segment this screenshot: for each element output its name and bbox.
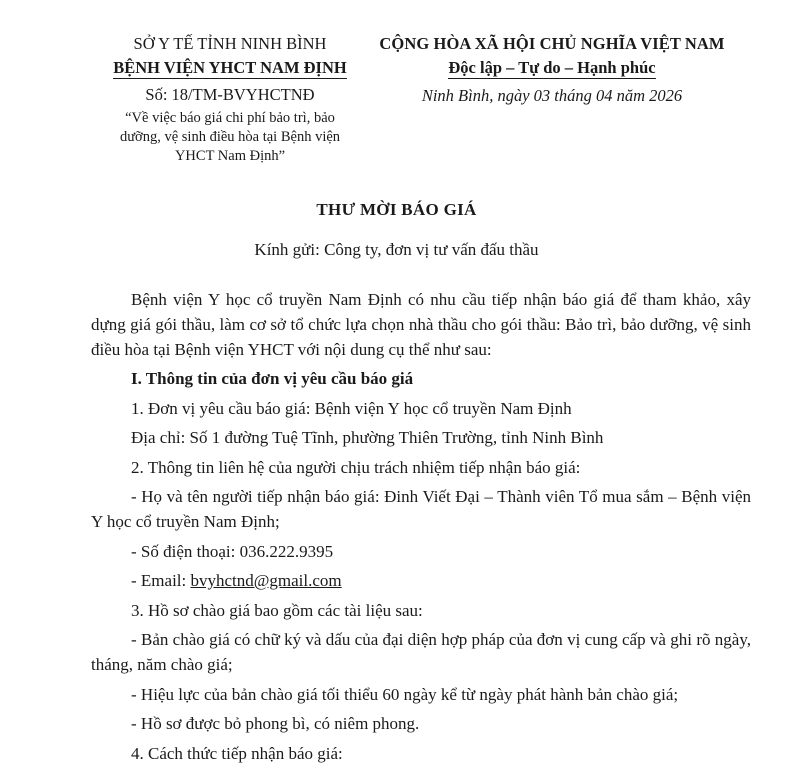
contact-phone: - Số điện thoại: 036.222.9395: [131, 541, 334, 561]
section-heading: I. Thông tin của đơn vị yêu cầu báo giá: [131, 369, 414, 388]
issuer-block: [80, 32, 380, 166]
quote-requirement-validity: - Hiệu lực của bản chào giá tối thiểu 60 ngày kể từ ngày phát hành bản chào giá;: [131, 684, 679, 704]
national-title: CỘNG HÒA XÃ HỘI CHỦ NGHĨA VIỆT NAM: [379, 34, 725, 53]
contact-info-heading: 2. Thông tin liên hệ của người chịu trách nhiệm tiếp nhận báo giá:: [131, 457, 581, 477]
parent-organization: SỞ Y TẾ TỈNH NINH BÌNH: [133, 34, 327, 53]
quote-requirement-sealed: - Hồ sơ được bỏ phong bì, có niêm phong.: [131, 714, 420, 733]
email-label: - Email:: [131, 571, 191, 590]
contact-email-line: [91, 568, 751, 593]
letter-body: [91, 287, 751, 766]
email-link[interactable]: bvyhctnd@gmail.com: [190, 571, 342, 590]
document-subject: “Về việc báo giá chi phí bảo trì, bảo dưỡng, vệ sinh điều hòa tại Bệnh viện YHCT Nam Định”: [119, 110, 341, 164]
national-motto: Độc lập – Tự do – Hạnh phúc: [448, 58, 656, 77]
quote-documents-heading: 3. Hồ sơ chào giá bao gồm các tài liệu sau:: [131, 600, 423, 620]
requesting-unit: 1. Đơn vị yêu cầu báo giá: Bệnh viện Y học cổ truyền Nam Định: [131, 398, 572, 418]
unit-address: Địa chỉ: Số 1 đường Tuệ Tĩnh, phường Thiên Trường, tỉnh Ninh Bình: [131, 428, 604, 447]
quote-requirement-signature: - Bản chào giá có chữ ký và dấu của đại diện hợp pháp của đơn vị cung cấp và ghi rõ ngày, tháng, năm chào giá;: [91, 630, 751, 674]
document-number: Số: 18/TM-BVYHCTNĐ: [145, 85, 315, 104]
recipient-line: Kính gửi: Công ty, đơn vị tư vấn đấu thầu: [254, 240, 539, 259]
intro-paragraph: Bệnh viện Y học cổ truyền Nam Định có nhu cầu tiếp nhận báo giá để tham khảo, xây dựng giá gói thầu, làm cơ sở tổ chức lựa chọn nhà thầu cho gói thầu: Bảo trì, bảo dưỡng, vệ sinh điều hòa tại Bệnh viện YHCT với nội dung cụ thể như sau:: [91, 290, 751, 359]
national-header: [372, 32, 732, 108]
contact-person: - Họ và tên người tiếp nhận báo giá: Đinh Viết Đại – Thành viên Tổ mua sắm – Bệnh viện Y học cổ truyền Nam Định;: [91, 487, 751, 531]
submission-method-heading: 4. Cách thức tiếp nhận báo giá:: [131, 743, 343, 763]
document-title: THƯ MỜI BÁO GIÁ: [316, 200, 477, 219]
place-and-date: Ninh Bình, ngày 03 tháng 04 năm 2026: [421, 86, 683, 105]
organization-name: BỆNH VIỆN YHCT NAM ĐỊNH: [113, 58, 347, 77]
